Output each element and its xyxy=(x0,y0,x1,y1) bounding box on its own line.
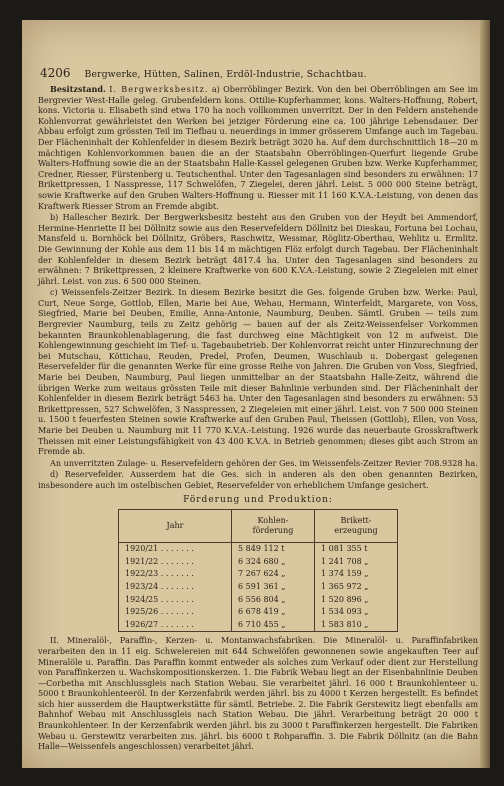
cell-year: 1922/23 . . . . . . . xyxy=(119,568,232,581)
table-row xyxy=(119,568,398,581)
page-number: 4206 xyxy=(40,66,71,80)
cell-coal: 6 324 680 „ xyxy=(232,556,315,569)
production-table xyxy=(118,509,398,632)
cell-coal: 6 591 361 „ xyxy=(232,581,315,594)
col-header-coal: Kohlen- förderung xyxy=(232,510,315,543)
paragraph-b xyxy=(38,212,478,286)
cell-coal: 7 267 624 „ xyxy=(232,568,315,581)
cell-coal: 6 556 804 „ xyxy=(232,594,315,607)
cell-year: 1924/25 . . . . . . . xyxy=(119,594,232,607)
paragraph-c xyxy=(38,287,478,457)
paragraph-text: c) Weissenfels-Zeitzer Bezirk. In diesem Bezirke besitzt die Ges. folgende Gruben bzw. Werke: Paul, Curt, Neue Sorge, Gottlob, Ellen, Marie bei Aue, Wehau, Hermann, Winterfeldt, Margarete, von Voss, Siegfried, Marie bei Deuben, Emilie, Anna-Antonie, Naumburg, Deuben. Sämtl. Gruben — teils zum Bergrevier Naumburg, teils zu Zeitz gehörig — bauen auf der als Zeitz-Weissenfelser Vorkommen bekannten Braunkohlenablagerung, die fast durchweg eine Mächtigkeit von 12 m aufweist. Die Kohlengewinnung geschieht im Tief- u. Tagebaubetrieb. Der Kohlenvorrat reicht unter Hinzurechnung der bei Mutschau, Köttichau, Reuden, Predel, Profen, Deumen, Wuschlaub u. Dobergast gelegenen Reservefelder für die genannten Werke für eine grosse Reihe von Jahren. Die Gruben von Voss, Siegfried, Marie bei Deuben, Naumburg, Paul liegen unmittelbar an der Staatsbahn Halle-Zeitz, während die übrigen Werke zum weitaus grössten Teile mit dieser Bahnlinie verbunden sind. Der Flächeninhalt der Kohlenfelder in diesem Bezirk beträgt 5463 ha. Unter den Tagesanlagen sind besonders zu erwähnen: 53 Brikettpressen, 527 Schwelöfen, 3 Nasspressen, 2 Ziegeleien mit einer jährl. Leist. von 7 500 000 Steinen u. 1500 t feuerfesten Steinen sowie Kraftwerke auf den Gruben Paul, Theissen (Gottlob), Ellen, von Voss, Marie bei Deuben u. Naumburg mit 11 770 K.V.A.-Leistung. 1926 wurde das neuerbaute Grosskraftwerk Theissen mit einer Leistungsfähigkeit von 43 400 K.V.A. in Betrieb genommen; dieses gibt auch Strom an Fremde ab. xyxy=(38,287,478,457)
page-edge-shadow xyxy=(480,20,490,768)
table-row xyxy=(119,594,398,607)
paragraph-section-ii xyxy=(38,635,478,752)
paragraph-subhead: I. Bergwerksbesitz. xyxy=(109,84,209,94)
cell-briquettes: 1 520 896 „ xyxy=(315,594,398,607)
cell-briquettes: 1 365 972 „ xyxy=(315,581,398,594)
cell-briquettes: 1 081 355 t xyxy=(315,543,398,556)
paragraph-text: II. Mineralöl-, Paraffin-, Kerzen- u. Montanwachsfabriken. Die Mineralöl- u. Paraffinfabriken verarbeiten den in 11 eig. Schwelereien mit 644 Schwelöfen gewonnenen sowie angekauften Teer auf Mineralöle u. Paraffin. Das Paraffin kommt entweder als solches zum Verkauf oder dient zur Herstellung von Paraffinkerzen u. Wachskompositionskerzen. 1. Die Fabrik Webau liegt an der Eisenbahnlinie Deuben—Corbetha mit Anschlussgleis nach Station Webau. Sie verarbeitet jährl. 16 000 t Braunkohlenteer u. 5000 t Braunkohlenteeröl. In der Kerzenfabrik werden jährl. bis zu 4000 t Kerzen hergestellt. Es befindet sich hier ausserdem die Hauptwerkstätte für sämtl. Betriebe. 2. Die Fabrik Gerstewitz liegt ebenfalls am Bahnhof Webau mit Anschlussgleis nach Station Webau. Die jährl. Verarbeitung beträgt 20 000 t Braunkohlenteer. In der Kerzenfabrik werden jährl. bis zu 3000 t Paraffinkerzen hergestellt. Die Fabriken Webau u. Gerstewitz verarbeiten zus. jährl. bis 6000 t Rohparaffin. 3. Die Fabrik Döllnitz (an die Bahn Halle—Weissenfels angeschlossen) verarbeitet jährl. xyxy=(38,635,478,752)
paragraph-a xyxy=(38,84,478,211)
table-row xyxy=(119,556,398,569)
page-header xyxy=(40,66,480,80)
cell-briquettes: 1 374 159 „ xyxy=(315,568,398,581)
paragraph-lead: Besitzstand. xyxy=(50,84,106,94)
paragraph-text: An unverritzten Zulage- u. Reservefeldern gehören der Ges. im Weissenfels-Zeitzer Revier 708.9328 ha. xyxy=(50,457,478,468)
cell-year: 1926/27 . . . . . . . xyxy=(119,619,232,632)
cell-year: 1925/26 . . . . . . . xyxy=(119,606,232,619)
col-header-year: Jahr xyxy=(119,510,232,543)
cell-briquettes: 1 534 093 „ xyxy=(315,606,398,619)
cell-coal: 6 710 455 „ xyxy=(232,619,315,632)
paragraph-text: b) Hallescher Bezirk. Der Bergwerksbesitz besteht aus den Gruben von der Heydt bei Ammendorf, Hermine-Henriette II bei Döllnitz sowie aus den Reservefeldern Döllnitz bei Dieskau, Fortuna bei Lochau, Mansfeld u. Bornhöck bei Döllnitz, Gröbers, Raschwitz, Wessmar, Röglitz-Oberthau, Wehlitz u. Ermlitz. Die Gewinnung der Kohle aus dem 11 bis 14 m mächtigen Flöz erfolgt durch Tagebau. Der Flächeninhalt der Kohlenfelder in diesem Bezirk beträgt 4817.4 ha. Unter den Tagesanlagen sind besonders zu erwähnen: 7 Brikettpressen, 2 kleinere Kraftwerke von 600 K.V.A.-Leistung, sowie 2 Ziegeleien mit einer jährl. Leist. von zus. 6 500 000 Steinen. xyxy=(38,212,478,286)
col-header-briquettes: Brikett- erzeugung xyxy=(315,510,398,543)
cell-briquettes: 1 241 708 „ xyxy=(315,556,398,569)
table-row xyxy=(119,619,398,632)
production-title: Förderung und Produktion: xyxy=(183,494,333,505)
running-head: Bergwerke, Hütten, Salinen, Erdöl-Industrie, Schachtbau. xyxy=(84,69,367,80)
table-row xyxy=(119,606,398,619)
paragraph-d xyxy=(38,469,478,490)
cell-year: 1923/24 . . . . . . . xyxy=(119,581,232,594)
cell-year: 1920/21 . . . . . . . xyxy=(119,543,232,556)
cell-coal: 5 849 112 t xyxy=(232,543,315,556)
page-body xyxy=(38,84,478,753)
paragraph-text: a) Oberröblinger Bezirk. Von den bei Oberröblingen am See im Bergrevier West-Halle geleg. Grubenfeldern kons. Ottilie-Kupferhammer, kons. Walters-Hoffnung, Robert, kons. Victoria u. Elisabeth sind etwa 170 ha noch vollkommen unverritzt. Der in den Feldern anstehende Kohlenvorrat gewährleistet den Werken bei jetziger Förderung eine ca. 100 jährige Lebensdauer. Der Abbau erfolgt zum grössten Teil im Tiefbau u. neuerdings in immer grösserem Umfange auch im Tagebau. Der Flächeninhalt der Kohlenfelder in diesem Bezirk beträgt 3020 ha. Auf dem durchschnittlich 18—20 m mächtigen Kohlenvorkommen bauen die an der Staatsbahn Oberröblingen-Querfurt liegende Grube Walters-Hoffnung sowie die an der Staatsbahn Halle-Kassel gelegenen Gruben bzw. Werke Kupferhammer, Credner, Riesser, Fürstenberg u. Teutschenthal. Unter den Tagesanlagen sind besonders zu erwähnen: 17 Brikettpressen, 1 Nasspresse, 117 Schwelöfen, 7 Ziegelei, deren jährl. Leist. 5 000 000 Steine beträgt, sowie Kraftwerke auf den Gruben Walters-Hoffnung u. Riesser mit 11 160 K.V.A.-Leistung, von denen das Kraftwerk Riesser Strom an Fremde abgibt. xyxy=(38,84,479,211)
cell-year: 1921/22 . . . . . . . xyxy=(119,556,232,569)
cell-briquettes: 1 583 810 „ xyxy=(315,619,398,632)
book-page xyxy=(22,20,490,768)
paragraph-reserve-area xyxy=(38,458,478,469)
table-row xyxy=(119,543,398,556)
table-row xyxy=(119,581,398,594)
table-header-row xyxy=(119,510,398,543)
cell-coal: 6 678 419 „ xyxy=(232,606,315,619)
paragraph-text: d) Reservefelder. Ausserdem hat die Ges. sich in anderen als den oben genannten Bezirken, insbesondere auch im ostelbischen Gebiet, Reservefelder von erheblichem Umfange gesichert. xyxy=(38,469,478,490)
